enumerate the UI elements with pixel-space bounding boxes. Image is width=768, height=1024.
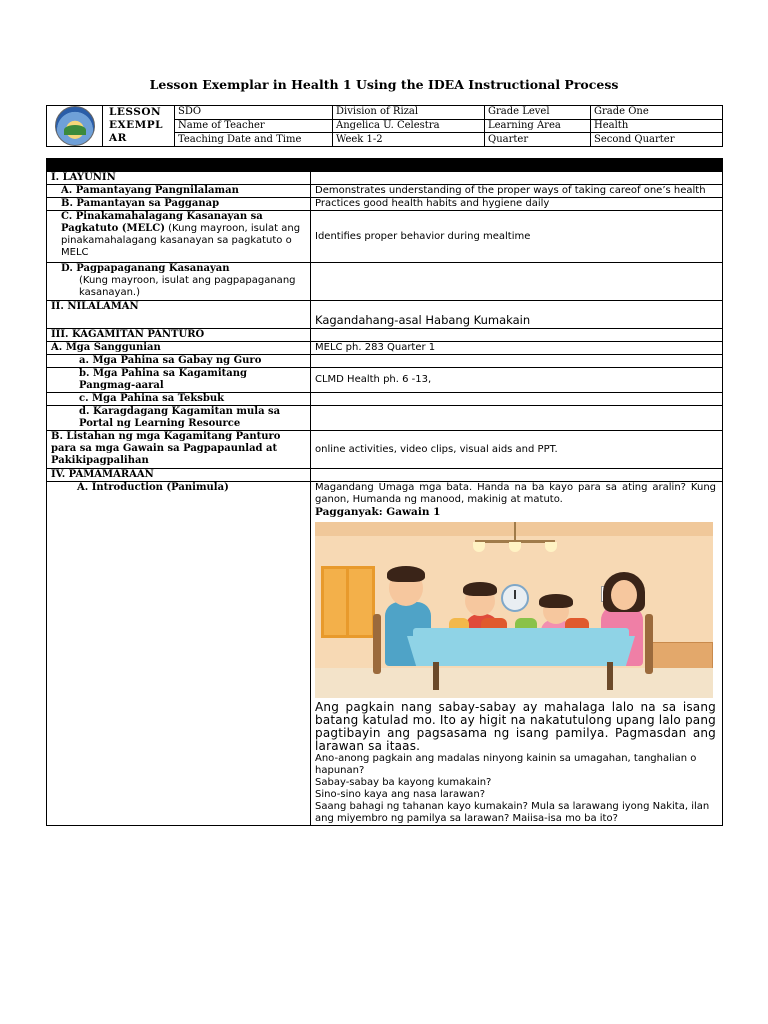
label-pamantayan-pagganap: B. Pamantayan sa Pagganap	[47, 198, 311, 211]
section-nilalaman: II. NILALAMAN	[47, 301, 311, 329]
value-melc: Identifies proper behavior during mealtime	[311, 211, 723, 263]
lesson-exemplar-label: LESSON EXEMPL AR	[103, 106, 175, 147]
label-pagpapaganang	[47, 263, 311, 301]
header-value-grade: Grade One	[591, 106, 723, 120]
window-icon	[321, 566, 375, 638]
label-sanggunian: A. Mga Sanggunian	[47, 342, 311, 355]
header-key-area: Learning Area	[485, 119, 591, 133]
header-value-area: Health	[591, 119, 723, 133]
label-karagdagang-kagamitan: d. Karagdagang Kagamitan mula sa Portal ng Learning Resource	[47, 406, 311, 431]
deped-logo-cell	[47, 106, 103, 147]
header-value-teacher: Angelica U. Celestra	[333, 119, 485, 133]
label-gabay-guro: a. Mga Pahina sa Gabay ng Guro	[47, 355, 311, 368]
header-value-sdo: Division of Rizal	[333, 106, 485, 120]
value-sanggunian: MELC ph. 283 Quarter 1	[311, 342, 723, 355]
melc-note: (Kung mayroon, isulat ang pinakamahalagang kasanayan sa pagkatuto o MELC	[61, 223, 301, 258]
question-3: Sino-sino kaya ang nasa larawan?	[315, 789, 486, 800]
question-1: Ano-anong pagkain ang madalas ninyong kainin sa umagahan, tanghalian o hapunan?	[315, 753, 697, 776]
intro-greeting: Magandang Umaga mga bata. Handa na ba kayo para sa ating aralin? Kung ganon, Humanda ng manood, makinig at matuto.	[315, 482, 716, 505]
question-4: Saang bahagi ng tahanan kayo kumakain? Mula sa larawang iyong Nakita, ilan ang miyembro ng pamilya sa larawan? Maiisa-isa mo ba ito?	[315, 801, 710, 824]
label-introduction: A. Introduction (Panimula)	[47, 482, 311, 826]
division-seal-icon	[55, 106, 95, 146]
value-pamantayang-pangnilalaman: Demonstrates understanding of the proper ways of taking careof one’s health	[311, 185, 723, 198]
lesson-topic: Kagandahang-asal Habang Kumakain	[311, 301, 723, 329]
header-key-sdo: SDO	[175, 106, 333, 120]
header-key-date: Teaching Date and Time	[175, 133, 333, 147]
header-key-teacher: Name of Teacher	[175, 119, 333, 133]
pagpapaganang-note: (Kung mayroon, isulat ang pagpapaganang kasanayan.)	[79, 275, 296, 298]
chandelier-icon	[465, 522, 565, 552]
value-kagamitang-pangmag-aaral: CLMD Health ph. 6 -13,	[311, 368, 723, 393]
introduction-content	[311, 482, 723, 826]
label-teksbuk: c. Mga Pahina sa Teksbuk	[47, 393, 311, 406]
value-pamantayan-pagganap: Practices good health habits and hygiene daily	[311, 198, 723, 211]
section-layunin: I. LAYUNIN	[47, 172, 311, 185]
lesson-header-table	[46, 105, 723, 147]
lesson-body-table	[46, 158, 723, 826]
value-listahan-kagamitan: online activities, video clips, visual aids and PPT.	[311, 431, 723, 469]
header-key-quarter: Quarter	[485, 133, 591, 147]
header-key-grade: Grade Level	[485, 106, 591, 120]
header-value-date: Week 1-2	[333, 133, 485, 147]
label-kagamitang-pangmag-aaral: b. Mga Pahina sa Kagamitang Pangmag-aaral	[47, 368, 311, 393]
section-kagamitan: III. KAGAMITAN PANTURO	[47, 329, 311, 342]
label-melc	[47, 211, 311, 263]
black-header-bar	[47, 159, 723, 172]
label-pamantayang-pangnilalaman: A. Pamantayang Pangnilalaman	[47, 185, 311, 198]
header-value-quarter: Second Quarter	[591, 133, 723, 147]
document-title: Lesson Exemplar in Health 1 Using the IDEA Instructional Process	[149, 77, 619, 92]
family-mealtime-illustration	[315, 522, 713, 698]
question-2: Sabay-sabay ba kayong kumakain?	[315, 777, 492, 788]
pagganyak-heading: Pagganyak: Gawain 1	[315, 506, 441, 518]
section-pamamaraan: IV. PAMAMARAAN	[47, 469, 311, 482]
label-listahan-kagamitan: B. Listahan ng mga Kagamitang Panturo para sa mga Gawain sa Pagpapaunlad at Pakikipagpalihan	[47, 431, 311, 469]
intro-paragraph: Ang pagkain nang sabay-sabay ay mahalaga lalo na sa isang batang katulad mo. Ito ay higit na nakatutulong upang lalo pang pagtibayin ang pagsasama ng isang pamilya. Pagmasdan ang larawan sa itaas.	[315, 700, 716, 753]
wall-clock-icon	[501, 584, 529, 612]
melc-title: C. Pinakamahalagang Kasanayan sa Pagkatuto (MELC)	[61, 211, 263, 234]
pagpapaganang-title: D. Pagpapaganang Kasanayan	[61, 263, 230, 274]
